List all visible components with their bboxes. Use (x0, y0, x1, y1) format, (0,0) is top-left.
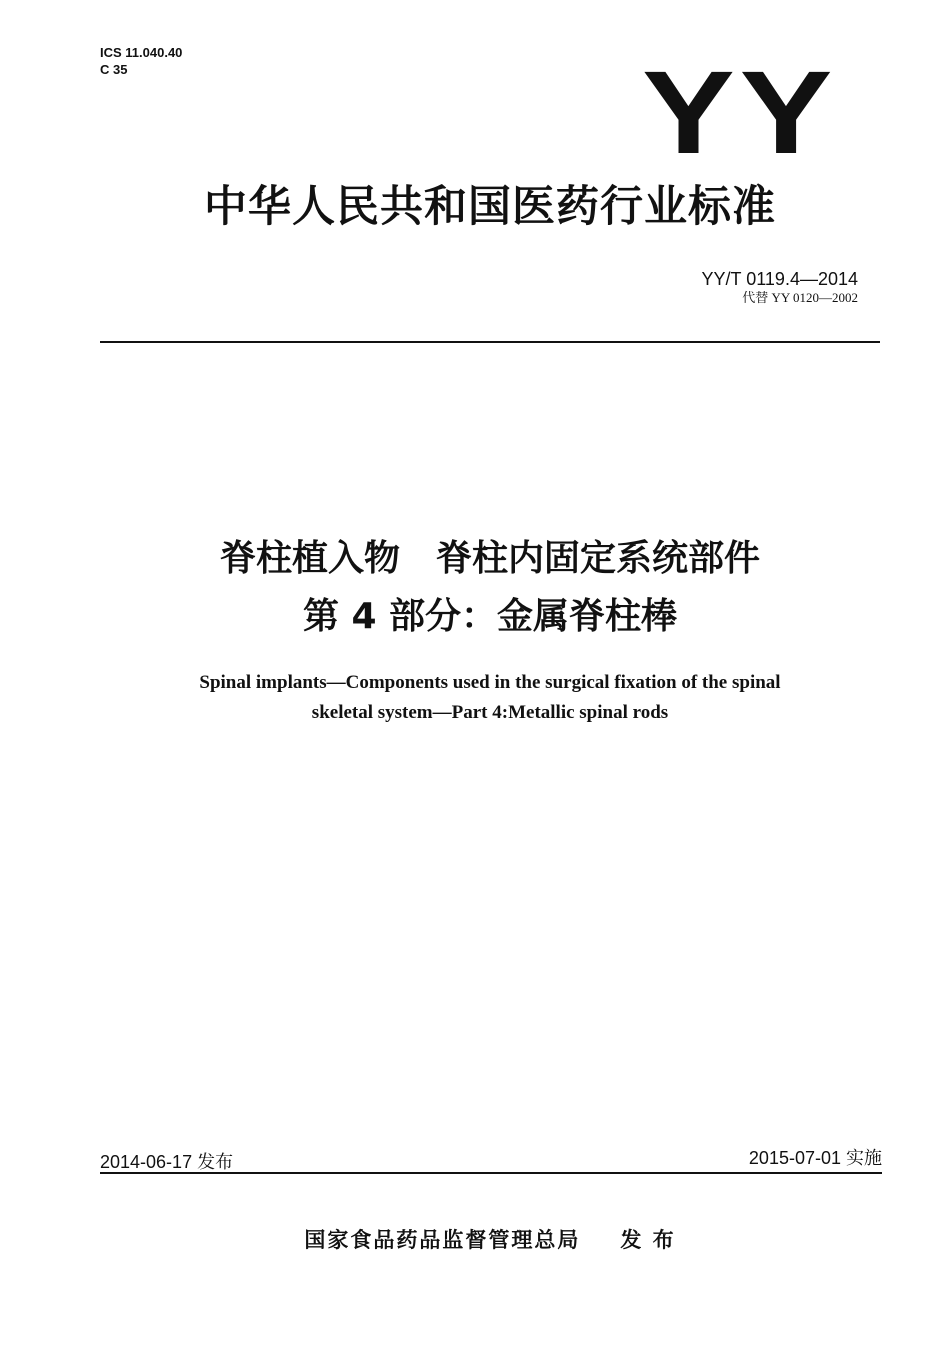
english-title-line2: skeletal system—Part 4:Metallic spinal rods (311, 702, 669, 724)
classification-codes (100, 44, 182, 78)
standard-name: 中华人民共和国医药行业标准 (204, 182, 776, 232)
implementation-date: 2015-07-01 实施 (748, 1148, 882, 1168)
publisher-line (100, 1224, 880, 1254)
standard-code-block (702, 270, 858, 307)
english-title (110, 668, 870, 729)
english-title-line1: Spinal implants—Components used in the surgical fixation of the spinal (199, 672, 781, 693)
publish-action: 发 布 (620, 1228, 676, 1252)
chinese-title-line2: 第 4 部分：金属脊柱棒 (302, 595, 678, 637)
issue-date: 2014-06-17 发布 (100, 1152, 234, 1172)
ccs-code: C 35 (100, 62, 128, 77)
replaces-code: 代替 YY 0120—2002 (742, 289, 858, 305)
chinese-title-line1: 脊柱植入物 脊柱内固定系统部件 (219, 538, 760, 579)
ics-code: ICS 11.040.40 (100, 45, 183, 60)
yy-logo: YY (642, 47, 838, 179)
standard-code: YY/T 0119.4—2014 (701, 269, 858, 289)
top-divider (100, 341, 880, 343)
publisher-name: 国家食品药品监督管理总局 (304, 1228, 581, 1252)
chinese-title (100, 530, 880, 645)
bottom-divider (100, 1172, 882, 1174)
